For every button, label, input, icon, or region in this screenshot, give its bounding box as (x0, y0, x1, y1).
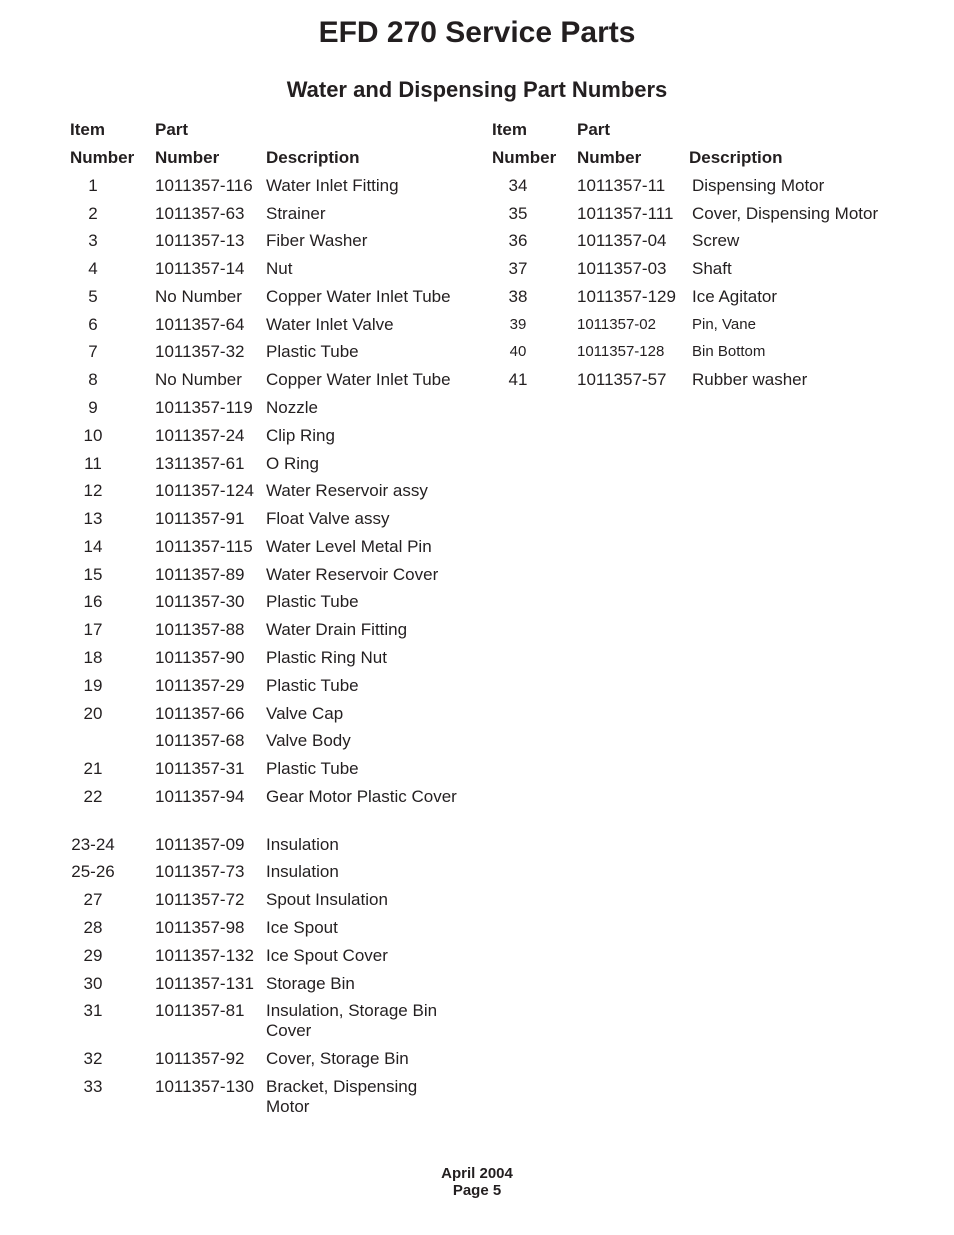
part-number-cell: 1011357-128 (577, 343, 665, 360)
description-cell: Water Inlet Valve (266, 315, 394, 334)
description-cell: Cover, Dispensing Motor (692, 204, 879, 223)
item-number-cell: 3 (88, 231, 98, 250)
description-cell: Pin, Vane (692, 316, 756, 333)
item-number-cell: 7 (88, 342, 98, 361)
description-cell: O Ring (266, 454, 319, 473)
part-number-cell: 1011357-03 (577, 259, 667, 278)
part-number-cell: 1011357-124 (155, 481, 254, 500)
part-number-cell: 1011357-119 (155, 398, 253, 417)
header-part-line2: Number (155, 148, 220, 167)
description-cell: Cover, Storage Bin (266, 1049, 409, 1068)
description-cell: Water Drain Fitting (266, 620, 408, 639)
item-number-cell: 14 (83, 537, 103, 556)
item-number-cell: 16 (83, 592, 103, 611)
item-number-cell: 5 (88, 287, 98, 306)
description-cell: Ice Agitator (692, 287, 778, 306)
item-number-cell: 40 (509, 343, 527, 360)
part-number-cell: 1011357-88 (155, 620, 245, 639)
description-cell: Dispensing Motor (692, 176, 825, 195)
item-number-cell: 31 (83, 1001, 103, 1020)
part-number-cell: 1011357-129 (577, 287, 676, 306)
part-number-cell: 1011357-63 (155, 204, 245, 223)
part-number-cell: 1011357-111 (577, 204, 674, 223)
part-number-cell: 1011357-90 (155, 648, 245, 667)
part-number-cell: 1011357-31 (155, 759, 245, 778)
description-cell: Shaft (692, 259, 732, 278)
item-number-cell: 21 (83, 759, 103, 778)
part-number-cell: 1311357-61 (155, 454, 245, 473)
part-number-cell: 1011357-09 (155, 835, 245, 854)
part-number-cell: 1011357-32 (155, 342, 245, 361)
footer-page-number: Page 5 (452, 1182, 502, 1199)
description-cell: Float Valve assy (266, 509, 390, 528)
header-part-line1: Part (577, 120, 611, 139)
part-number-cell: No Number (155, 287, 242, 306)
part-number-cell: 1011357-13 (155, 231, 245, 250)
description-cell: Insulation (266, 862, 339, 881)
description-cell: Water Reservoir assy (266, 481, 428, 500)
part-number-cell: 1011357-02 (577, 316, 656, 333)
description-cell: Plastic Tube (266, 759, 359, 778)
header-description: Description (689, 148, 783, 167)
item-number-cell: 13 (83, 509, 103, 528)
item-number-cell: 17 (83, 620, 103, 639)
part-number-cell: 1011357-72 (155, 890, 245, 909)
header-item-line1: Item (70, 120, 105, 139)
item-number-cell: 29 (83, 946, 103, 965)
item-number-cell: 15 (83, 565, 103, 584)
description-cell: Bin Bottom (692, 343, 766, 360)
item-number-cell: 35 (508, 204, 528, 223)
item-number-cell: 12 (83, 481, 103, 500)
item-number-cell: 27 (83, 890, 103, 909)
item-number-cell: 39 (509, 316, 527, 333)
description-cell: Nut (266, 259, 293, 278)
part-number-cell: 1011357-14 (155, 259, 245, 278)
part-number-cell: 1011357-116 (155, 176, 253, 195)
part-number-cell: 1011357-91 (155, 509, 245, 528)
header-item-line1: Item (492, 120, 527, 139)
item-number-cell: 37 (508, 259, 528, 278)
part-number-cell: 1011357-30 (155, 592, 245, 611)
description-cell: Nozzle (266, 398, 318, 417)
part-number-cell: 1011357-64 (155, 315, 245, 334)
part-number-cell: 1011357-73 (155, 862, 245, 881)
header-part-line2: Number (577, 148, 642, 167)
description-cell: Copper Water Inlet Tube (266, 370, 451, 389)
description-cell: Ice Spout Cover (266, 946, 388, 965)
item-number-cell: 18 (83, 648, 103, 667)
item-number-cell: 8 (88, 370, 98, 389)
part-number-cell: 1011357-04 (577, 231, 667, 250)
description-cell: Insulation (266, 835, 339, 854)
description-cell: Plastic Tube (266, 676, 359, 695)
part-number-cell: 1011357-57 (577, 370, 667, 389)
item-number-cell: 32 (83, 1049, 103, 1068)
description-cell: Bracket, Dispensing Motor (266, 1077, 418, 1116)
item-number-cell: 4 (88, 259, 98, 278)
item-number-cell: 2 (88, 204, 98, 223)
item-number-cell: 23-24 (71, 835, 115, 854)
description-cell: Gear Motor Plastic Cover (266, 787, 457, 806)
part-number-cell: 1011357-68 (155, 731, 245, 750)
description-cell: Ice Spout (266, 918, 338, 937)
description-cell: Copper Water Inlet Tube (266, 287, 451, 306)
item-number-cell: 22 (83, 787, 103, 806)
description-cell: Plastic Tube (266, 342, 359, 361)
item-number-cell: 34 (508, 176, 528, 195)
part-number-cell: 1011357-132 (155, 946, 254, 965)
part-number-cell: 1011357-130 (155, 1077, 254, 1096)
description-cell: Plastic Ring Nut (266, 648, 387, 667)
description-cell: Plastic Tube (266, 592, 359, 611)
footer-date: April 2004 (441, 1165, 513, 1182)
item-number-cell: 19 (83, 676, 103, 695)
description-cell: Spout Insulation (266, 890, 388, 909)
part-number-cell: 1011357-115 (155, 537, 253, 556)
description-cell: Strainer (266, 204, 326, 223)
part-number-cell: No Number (155, 370, 242, 389)
item-number-cell: 6 (88, 315, 98, 334)
item-number-cell: 1 (88, 176, 98, 195)
description-cell: Screw (692, 231, 740, 250)
page-subtitle: Water and Dispensing Part Numbers (286, 77, 668, 102)
item-number-cell: 20 (83, 704, 103, 723)
header-part-line1: Part (155, 120, 189, 139)
page-title: EFD 270 Service Parts (318, 16, 636, 49)
description-cell: Fiber Washer (266, 231, 368, 250)
item-number-cell: 25-26 (71, 862, 115, 881)
header-item-line2: Number (70, 148, 135, 167)
item-number-cell: 36 (508, 231, 528, 250)
item-number-cell: 10 (83, 426, 103, 445)
description-cell: Valve Cap (266, 704, 344, 723)
description-cell: Water Reservoir Cover (266, 565, 439, 584)
item-number-cell: 33 (83, 1077, 103, 1096)
item-number-cell: 30 (83, 974, 103, 993)
part-number-cell: 1011357-94 (155, 787, 245, 806)
description-cell: Water Level Metal Pin (266, 537, 432, 556)
part-number-cell: 1011357-29 (155, 676, 245, 695)
description-cell: Storage Bin (266, 974, 355, 993)
header-item-line2: Number (492, 148, 557, 167)
part-number-cell: 1011357-98 (155, 918, 245, 937)
part-number-cell: 1011357-131 (155, 974, 254, 993)
description-cell: Rubber washer (692, 370, 808, 389)
description-cell: Clip Ring (266, 426, 335, 445)
part-number-cell: 1011357-89 (155, 565, 245, 584)
part-number-cell: 1011357-92 (155, 1049, 245, 1068)
part-number-cell: 1011357-81 (155, 1001, 245, 1020)
item-number-cell: 28 (83, 918, 103, 937)
item-number-cell: 38 (508, 287, 528, 306)
description-cell: Insulation, Storage Bin Cover (266, 1001, 438, 1040)
part-number-cell: 1011357-24 (155, 426, 245, 445)
item-number-cell: 11 (84, 454, 102, 473)
part-number-cell: 1011357-11 (577, 176, 666, 195)
header-description: Description (266, 148, 360, 167)
item-number-cell: 9 (88, 398, 98, 417)
part-number-cell: 1011357-66 (155, 704, 245, 723)
item-number-cell: 41 (508, 370, 528, 389)
description-cell: Valve Body (266, 731, 351, 750)
description-cell: Water Inlet Fitting (266, 176, 399, 195)
